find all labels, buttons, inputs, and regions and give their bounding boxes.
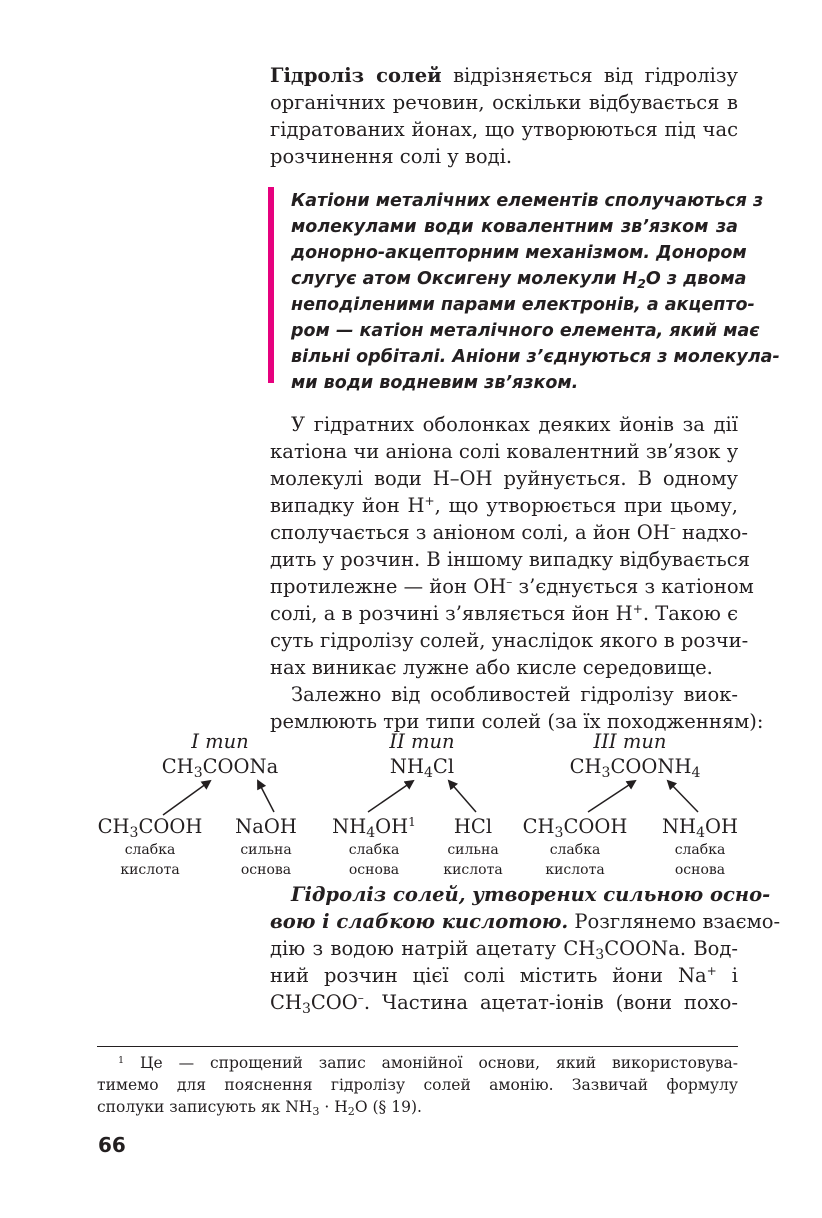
arrow <box>163 781 210 815</box>
source-compound: HCl сильна кислота <box>443 815 503 878</box>
type-label: I тип <box>191 730 249 753</box>
salt-formula: $CH_3COONa$ <box>161 755 279 781</box>
type-label: III тип <box>593 730 667 753</box>
section-heading: Гідроліз солей, утворених сильною осно- <box>291 883 771 906</box>
text-line: $CH_3COO^-$. Частина ацетат-іонів (вони похо- <box>270 991 738 1017</box>
note-line: ми води водневим зв’язком. <box>291 373 579 393</box>
text-line: вою і слабкою кислотою. Розглянемо взаємо- <box>270 910 781 933</box>
arrow <box>258 781 274 812</box>
note-line: вільні орбіталі. Аніони з’єднуються з молекула- <box>291 347 780 367</box>
text-line: молекулі води H–OH руйнується. В одному <box>270 467 738 490</box>
note-line: молекулами води ковалентним зв’язком за <box>291 217 738 237</box>
arrow <box>449 781 476 812</box>
source-compound: $NH_4OH^1$ слабка основа <box>332 815 416 878</box>
text-line: суть гідролізу солей, унаслідок якого в розчи- <box>270 629 749 652</box>
page-number: 66 <box>98 1133 126 1157</box>
text-line: ний розчин цієї солі містить йони Na+ і <box>270 964 738 987</box>
footnote-ref: 1 <box>408 815 416 830</box>
footnote-line: сполуки записують як $NH_3 \cdot H_2O$ (§ 19). <box>97 1098 422 1119</box>
footnote-line: $^1$ Це — спрощений запис амонійної основи, який використовува- <box>118 1054 738 1072</box>
text-line: нах виникає лужне або кисле середовище. <box>270 656 713 679</box>
note-line: слугує атом Оксигену молекули $H_2O$ з двома <box>291 269 747 291</box>
note-line: донорно-акцепторним механізмом. Донором <box>291 243 747 263</box>
text-line: дить у розчин. В іншому випадку відбувається <box>270 548 750 571</box>
note-line: Катіони металічних елементів сполучаються з <box>291 191 764 211</box>
arrow <box>588 781 635 812</box>
text-line: дію з водою натрій ацетату $CH_3COONa$. Вод- <box>270 937 738 963</box>
text-line: ремлюють три типи солей (за їх походженням): <box>270 710 764 733</box>
text-line: гідратованих йонах, що утворюються під час <box>270 118 738 141</box>
source-compound: $CH_3COOH$ слабка кислота <box>97 815 203 878</box>
note-line: неподіленими парами електронів, а акцепто- <box>291 295 755 315</box>
note-line: ром — катіон металічного елемента, який має <box>291 321 760 341</box>
salt-formula: $NH_4Cl$ <box>389 755 455 781</box>
text-line: Гідроліз солей відрізняється від гідролізу <box>270 64 738 87</box>
text-line: протилежне — йон OH– з’єднується з катіоном <box>270 575 754 598</box>
text-line: катіона чи аніона солі ковалентний зв’язок у <box>270 440 739 463</box>
source-compound: NaOH сильна основа <box>235 815 297 878</box>
text-line: Залежно від особливостей гідролізу виок- <box>291 683 738 706</box>
text-line: сполучається з аніоном солі, а йон OH– надхо- <box>270 521 748 544</box>
source-compound: $CH_3COOH$ слабка кислота <box>522 815 628 878</box>
footnote-divider <box>97 1046 738 1047</box>
text-line: випадку йон H+, що утворюється при цьому, <box>270 494 739 517</box>
footnote-line: тимемо для пояснення гідролізу солей амонію. Зазвичай формулу <box>97 1076 738 1094</box>
term-bold: Гідроліз солей <box>270 64 442 87</box>
text-line: розчинення солі у воді. <box>270 145 513 168</box>
text-line: У гідратних оболонках деяких йонів за дії <box>291 413 738 436</box>
arrow <box>668 781 698 812</box>
text-line: солі, а в розчині з’являється йон H+. Такою є <box>270 602 738 625</box>
text-line: органічних речовин, оскільки відбувається в <box>270 91 738 114</box>
arrow <box>368 781 413 812</box>
salt-formula: $CH_3COONH_4$ <box>569 755 701 781</box>
type-label: II тип <box>389 730 455 753</box>
source-compound: $NH_4OH$ слабка основа <box>661 815 738 878</box>
